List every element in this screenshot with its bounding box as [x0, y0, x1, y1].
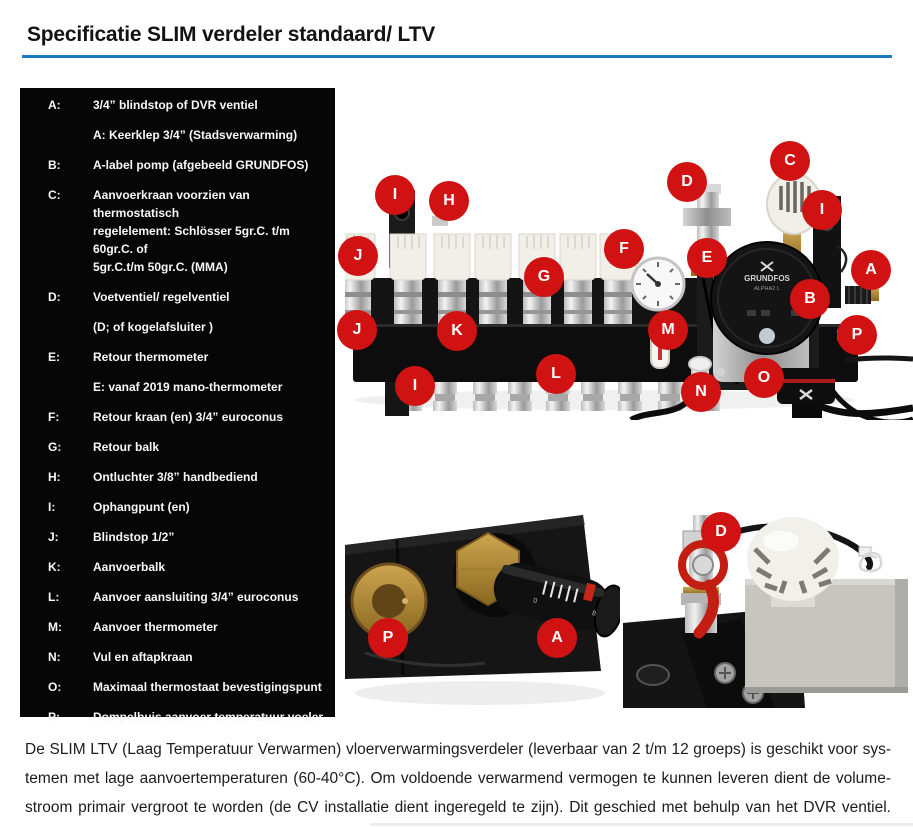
part-marker-f: F — [604, 229, 644, 269]
spec-legend-panel — [20, 88, 335, 724]
spec-text: A: Keerklep 3/4” (Stadsverwarming) — [93, 128, 298, 142]
part-marker-j: J — [337, 310, 377, 350]
part-marker-d: D — [667, 162, 707, 202]
spec-key: A: — [48, 98, 61, 112]
part-marker-d: D — [701, 512, 741, 552]
spec-key: B: — [48, 158, 61, 172]
spec-key: O: — [48, 680, 62, 694]
pump-brand-label: GRUNDFOS — [744, 274, 790, 283]
spec-row — [48, 348, 327, 366]
part-marker-o: O — [744, 358, 784, 398]
part-marker-k: K — [437, 311, 477, 351]
spec-key: C: — [48, 188, 61, 202]
part-marker-i: I — [802, 190, 842, 230]
spec-key: F: — [48, 410, 60, 424]
part-marker-j: J — [338, 236, 378, 276]
spec-text: Aanvoerkraan voorzien van thermostatisch — [93, 188, 250, 220]
spec-text: E: vanaf 2019 mano-thermometer — [93, 380, 283, 394]
spec-row — [48, 318, 327, 336]
spec-row — [48, 156, 327, 174]
valve-illustration — [623, 503, 913, 713]
spec-row — [48, 528, 327, 546]
part-marker-a: A — [537, 618, 577, 658]
spec-text: Ophangpunt (en) — [93, 500, 190, 514]
page-title: Specificatie SLIM verdeler standaard/ LTV — [27, 23, 436, 46]
spec-text: Aanvoer thermometer — [93, 620, 218, 634]
spec-row — [48, 708, 327, 726]
spec-row — [48, 378, 327, 396]
spec-text: Blindstop 1/2” — [93, 530, 175, 544]
part-marker-i: I — [375, 175, 415, 215]
spec-key: K: — [48, 560, 61, 574]
part-marker-m: M — [648, 310, 688, 350]
spec-list — [48, 96, 327, 726]
spec-text: regelelement: Schlösser 5gr.C. t/m 60gr.C. of — [93, 224, 290, 256]
spec-text: 3/4” blindstop of DVR ventiel — [93, 98, 258, 112]
spec-key: G: — [48, 440, 62, 454]
spec-row — [48, 186, 327, 222]
description-line: stroom primair vergroot te worden (de CV installatie dient ingeregeld te zijn). Dit geschied met behulp van het DVR ventiel. — [25, 799, 891, 816]
dvr-illustration — [345, 503, 620, 713]
spec-text: (D; of kogelafsluiter ) — [93, 320, 214, 334]
spec-row — [48, 126, 327, 144]
spec-text: Maximaal thermostaat bevestigingspunt — [93, 680, 322, 694]
spec-text: Retour kraan (en) 3/4” euroconus — [93, 410, 284, 424]
spec-key: L: — [48, 590, 60, 604]
part-marker-p: P — [837, 315, 877, 355]
part-marker-i: I — [395, 366, 435, 406]
spec-text: Retour thermometer — [93, 350, 209, 364]
spec-text: Aanvoerbalk — [93, 560, 166, 574]
part-marker-h: H — [429, 181, 469, 221]
spec-text: A-label pomp (afgebeeld GRUNDFOS) — [93, 158, 309, 172]
part-marker-g: G — [524, 257, 564, 297]
spec-key: I: — [48, 500, 56, 514]
spec-key: E: — [48, 350, 60, 364]
description-paragraph — [25, 735, 891, 822]
spec-key: D: — [48, 290, 61, 304]
spec-text: Dompelbuis aanvoer temperatuur voeler — [93, 710, 324, 724]
part-marker-c: C — [770, 141, 810, 181]
spec-text: Vul en aftapkraan — [93, 650, 193, 664]
spec-key — [48, 126, 93, 144]
spec-row — [48, 678, 327, 696]
description-line: De SLIM LTV (Laag Temperatuur Verwarmen) vloerverwarmingsverdeler (leverbaar van 2 t/m 12 groeps) is geschikt voor sys- — [25, 741, 891, 758]
svg-text:8: 8 — [591, 610, 597, 618]
part-marker-p: P — [368, 618, 408, 658]
spec-text: Ontluchter 3/8” handbediend — [93, 470, 258, 484]
spec-text: Aanvoer aansluiting 3/4” euroconus — [93, 590, 299, 604]
spec-row — [48, 288, 327, 306]
spec-row — [48, 222, 327, 258]
photo-detail-kogelafsluiter — [623, 503, 913, 713]
spec-key: H: — [48, 470, 61, 484]
spec-row — [48, 588, 327, 606]
spec-key — [48, 378, 93, 396]
spec-row — [48, 96, 327, 114]
part-marker-n: N — [681, 372, 721, 412]
spec-row — [48, 618, 327, 636]
part-marker-a: A — [851, 250, 891, 290]
spec-row — [48, 408, 327, 426]
spec-key — [48, 318, 93, 336]
photo-manifold-overview — [345, 128, 913, 420]
spec-key: J: — [48, 530, 59, 544]
spec-row — [48, 648, 327, 666]
spec-row — [48, 438, 327, 456]
description-line: temen met lage aanvoertemperaturen (60-40°C). Om voldoende verwarmend vermogen te kunnen leveren dient de volume- — [25, 770, 891, 787]
spec-text: 5gr.C.t/m 50gr.C. (MMA) — [93, 260, 228, 274]
spec-row — [48, 558, 327, 576]
title-underline — [22, 55, 892, 58]
photo-detail-dvr-ventiel — [345, 503, 620, 713]
spec-key — [48, 222, 93, 258]
spec-text: Retour balk — [93, 440, 160, 454]
spec-row — [48, 258, 327, 276]
spec-key: N: — [48, 650, 61, 664]
spec-key: P: — [48, 710, 60, 724]
spec-row — [48, 468, 327, 486]
spec-key — [48, 258, 93, 276]
next-section-cutoff — [370, 823, 913, 826]
spec-text: Voetventiel/ regelventiel — [93, 290, 230, 304]
part-marker-l: L — [536, 354, 576, 394]
part-marker-e: E — [687, 238, 727, 278]
pump-model-label: ALPHA2 L — [754, 286, 780, 292]
spec-row — [48, 498, 327, 516]
svg-text:0: 0 — [532, 597, 538, 606]
part-marker-b: B — [790, 279, 830, 319]
spec-key: M: — [48, 620, 62, 634]
